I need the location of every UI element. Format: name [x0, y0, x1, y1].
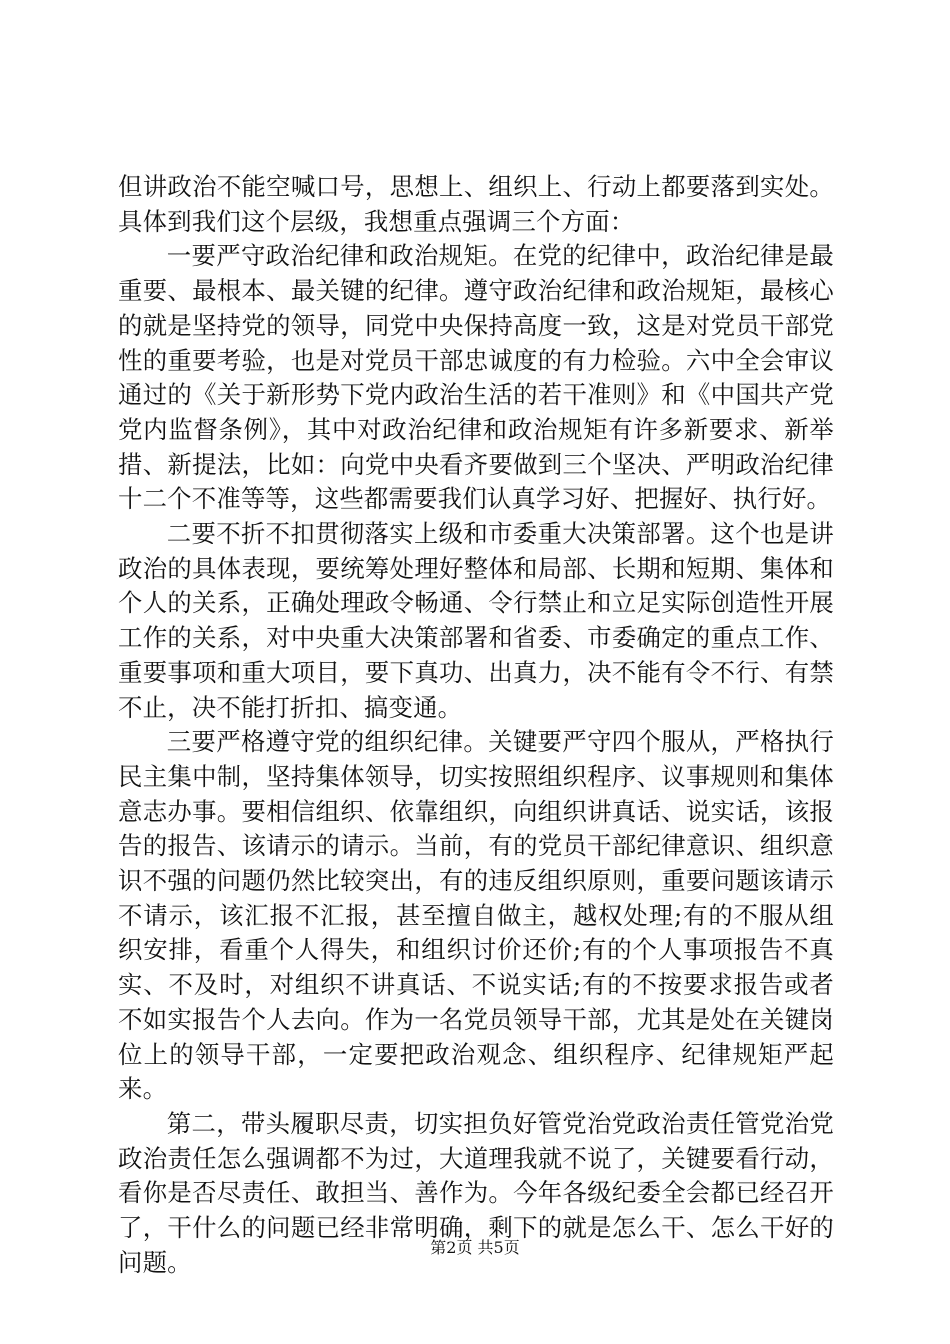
paragraph-organizational-discipline: 三要严格遵守党的组织纪律。关键要严守四个服从，严格执行民主集中制，坚持集体领导，切实按照组织程序、议事规则和集体意志办事。要相信组织、依靠组织，向组织讲真话、说实话，该报告的报告、该请示的请示。当前，有的党员干部纪律意识、组织意识不强的问题仍然比较突出，有的违反组织原则，重要问题该请示不请示，该汇报不汇报，甚至擅自做主，越权处理;有的不服从组织安排，看重个人得失，和组织讨价还价;有的个人事项报告不真实、不及时，对组织不讲真话、不说实话;有的不按要求报告或者不如实报告个人去向。作为一名党员领导干部，尤其是处在关键岗位上的领导干部，一定要把政治观念、组织程序、纪律规矩严起来。 [118, 727, 834, 1104]
document-body [118, 170, 834, 1281]
paragraph-political-discipline: 一要严守政治纪律和政治规矩。在党的纪律中，政治纪律是最重要、最根本、最关键的纪律。遵守政治纪律和政治规矩，最核心的就是坚持党的领导，同党中央保持高度一致，这是对党员干部党性的重要考验，也是对党员干部忠诚度的有力检验。六中全会审议通过的《关于新形势下党内政治生活的若干准则》和《中国共产党党内监督条例》，其中对政治纪律和政治规矩有许多新要求、新举措、新提法，比如：向党中央看齐要做到三个坚决、严明政治纪律十二个不准等等，这些都需要我们认真学习好、把握好、执行好。 [118, 241, 834, 514]
paragraph-continuation: 但讲政治不能空喊口号，思想上、组织上、行动上都要落到实处。具体到我们这个层级，我想重点强调三个方面： [118, 172, 834, 236]
page-number-footer: 第2页 共5页 [430, 1238, 520, 1257]
paragraph-implement-decisions: 二要不折不扣贯彻落实上级和市委重大决策部署。这个也是讲政治的具体表现，要统筹处理好整体和局部、长期和短期、集体和个人的关系，正确处理政令畅通、令行禁止和立足实际创造性开展工作的关系，对中央重大决策部署和省委、市委确定的重点工作、重要事项和重大项目，要下真功、出真力，决不能有令不行、有禁不止，决不能打折扣、搞变通。 [118, 519, 834, 722]
paragraph-second-point: 第二，带头履职尽责，切实担负好管党治党政治责任管党治党政治责任怎么强调都不为过，大道理我就不说了，关键要看行动，看你是否尽责任、敢担当、善作为。今年各级纪委全会都已经召开了，干什么的问题已经非常明确，剩下的就是怎么干、怎么干好的问题。 [118, 1108, 834, 1277]
